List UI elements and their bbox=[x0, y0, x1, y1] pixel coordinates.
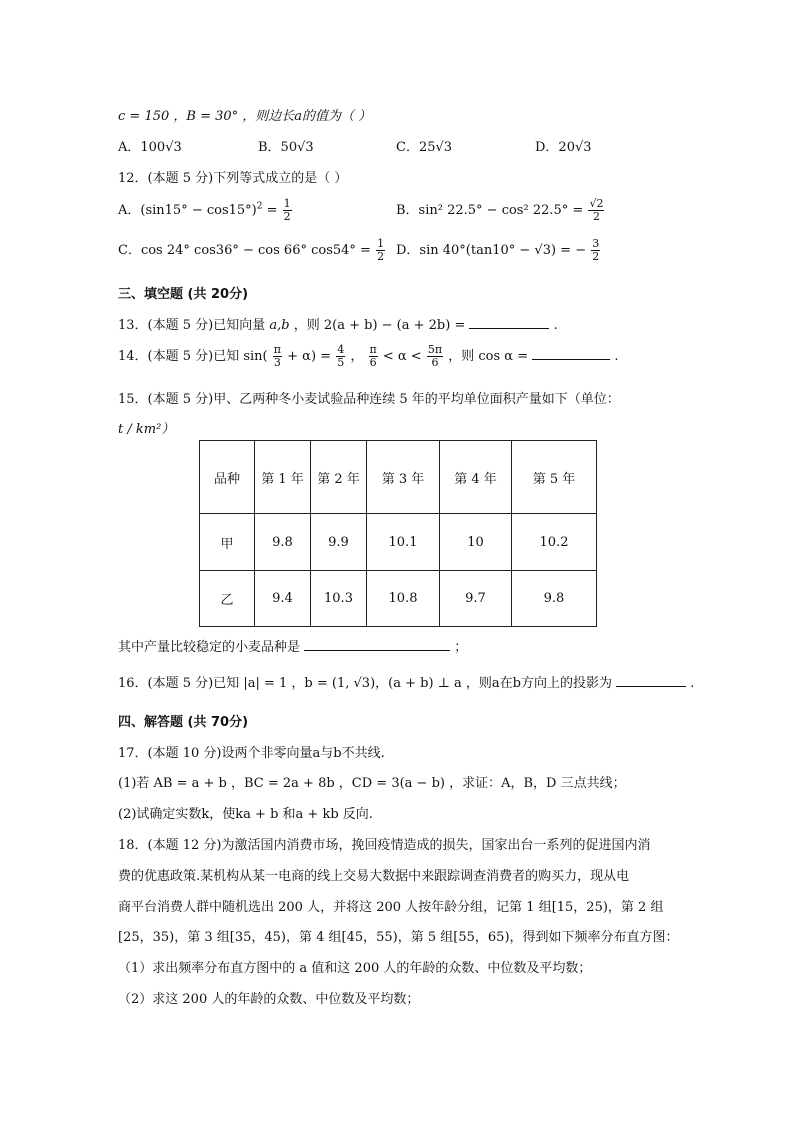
q18-line3: 商平台消费人群中随机选出 200 人，并将这 200 人按年龄分组，记第 1 组[15，25)，第 2 组 bbox=[118, 900, 664, 915]
q12-option-d: D．sin 40°(tan10° − √3) = − $\frac{3}{2}$ bbox=[396, 237, 600, 263]
table-header: 品种 bbox=[200, 441, 255, 514]
table-cell: 10 bbox=[440, 514, 512, 571]
q18-part2: （2）求这 200 人的年龄的众数、中位数及平均数； bbox=[118, 992, 420, 1007]
table-cell: 10.1 bbox=[367, 514, 440, 571]
q16-answer-blank[interactable] bbox=[616, 674, 686, 687]
table-cell: 10.3 bbox=[311, 571, 367, 627]
q12-option-a: A．$(\sin 15^\circ - \cos 15^\circ)^2$ = $\frac{1}{2}$ bbox=[118, 197, 291, 223]
q18-line2: 费的优惠政策.某机构从某一电商的线上交易大数据中来跟踪调查消费者的购买力，现从电 bbox=[118, 869, 630, 884]
table-header: 第 2 年 bbox=[311, 441, 367, 514]
q11-option-b: B．50√3 bbox=[258, 140, 314, 155]
table-row bbox=[200, 571, 597, 627]
table-cell: 甲 bbox=[200, 514, 255, 571]
table-cell: 10.8 bbox=[367, 571, 440, 627]
q11-option-c: C．25√3 bbox=[396, 140, 453, 155]
table-header: 第 1 年 bbox=[255, 441, 311, 514]
q12-option-c: C．cos 24° cos36° − cos 66° cos54° = $\frac{1}{2}$ bbox=[118, 237, 385, 263]
table-header: 第 4 年 bbox=[440, 441, 512, 514]
q14: 14．(本题 5 分)已知 sin( $\frac{\pi}{3}$ + α) = $\frac{4}{5}$ ， $\frac{\pi}{6}$ < α < $\frac{5\pi}{6}$ ，则 cos α = . bbox=[118, 343, 619, 369]
q15-line1: 15．(本题 5 分)甲、乙两种冬小麦试验品种连续 5 年的平均单位面积产量如下（单位： bbox=[118, 392, 620, 407]
q13-answer-blank[interactable] bbox=[469, 316, 549, 329]
q15-answer-blank[interactable] bbox=[304, 638, 450, 651]
section-3-heading: 三、填空题 (共 20分) bbox=[118, 287, 249, 302]
q13: 13．(本题 5 分)已知向量 a,b ，则 2(a + b) − (a + 2b) = . bbox=[118, 318, 558, 333]
q18-line4: [25，35)，第 3 组[35，45)，第 4 组[45，55)，第 5 组[55，65)，得到如下频率分布直方图： bbox=[118, 930, 679, 945]
table-cell: 乙 bbox=[200, 571, 255, 627]
table-cell: 9.9 bbox=[311, 514, 367, 571]
q17-part1: (1)若 AB = a + b ，BC = 2a + 8b ，CD = 3(a − b) ，求证：A，B，D 三点共线； bbox=[118, 776, 626, 791]
q12-option-b: B．sin² 22.5° − cos² 22.5° = $\frac{√2}{2}$ bbox=[396, 197, 604, 223]
q15-line2: t / km²） bbox=[118, 422, 175, 437]
q18-part1: （1）求出频率分布直方图中的 a 值和这 200 人的年龄的众数、中位数及平均数； bbox=[118, 961, 592, 976]
q11-option-d: D．20√3 bbox=[535, 140, 592, 155]
q11-option-a: A．100√3 bbox=[118, 140, 182, 155]
table-header: 第 3 年 bbox=[367, 441, 440, 514]
q17-stem: 17．(本题 10 分)设两个非零向量a与b不共线. bbox=[118, 746, 385, 761]
table-cell: 9.7 bbox=[440, 571, 512, 627]
q18-line1: 18．(本题 12 分)为激活国内消费市场，挽回疫情造成的损失，国家出台一系列的促进国内消 bbox=[118, 838, 651, 853]
table-cell: 10.2 bbox=[512, 514, 597, 571]
table-row bbox=[200, 514, 597, 571]
q11-stem: c = 150 ，B = 30° ，则边长a的值为（ ） bbox=[118, 109, 372, 124]
section-4-heading: 四、解答题 (共 70分) bbox=[118, 715, 249, 730]
q12-stem: 12．(本题 5 分)下列等式成立的是（ ） bbox=[118, 171, 348, 186]
table-cell: 9.8 bbox=[255, 514, 311, 571]
q17-part2: (2)试确定实数k，使ka + b 和a + kb 反向. bbox=[118, 807, 373, 822]
q14-answer-blank[interactable] bbox=[532, 347, 610, 360]
q15-question: 其中产量比较稳定的小麦品种是 ； bbox=[118, 640, 468, 655]
table-header: 第 5 年 bbox=[512, 441, 597, 514]
table-cell: 9.4 bbox=[255, 571, 311, 627]
q16: 16．(本题 5 分)已知 |a| = 1 ，b = (1, √3)，(a + b) ⊥ a ，则a在b方向上的投影为 . bbox=[118, 676, 695, 691]
yield-table bbox=[199, 440, 597, 627]
table-cell: 9.8 bbox=[512, 571, 597, 627]
